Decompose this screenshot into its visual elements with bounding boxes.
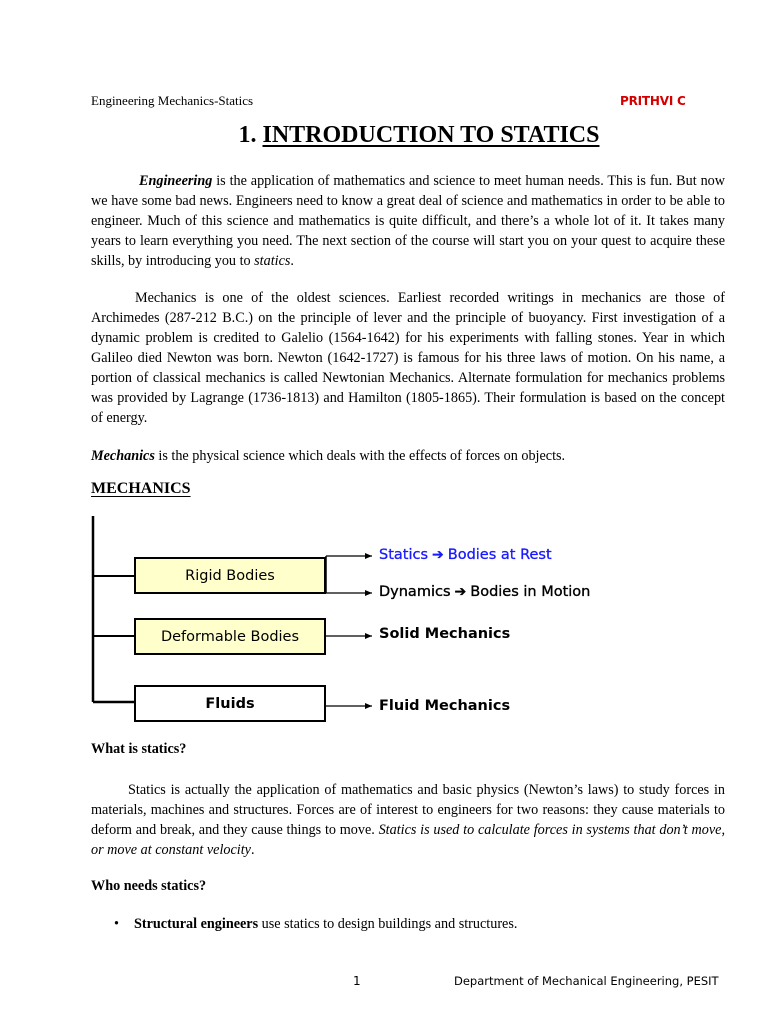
- fluid-mechanics-label: Fluid Mechanics: [379, 698, 511, 714]
- bullet-item: [114, 916, 517, 933]
- deformable-bodies-box: Deformable Bodies: [134, 618, 326, 655]
- bodies-rest-text: Bodies at Rest: [447, 547, 552, 563]
- history-paragraph: Mechanics is one of the oldest sciences. Earliest recorded writings in mechanics are those of Archimedes (287-212 B.C.) on the principle of lever and the principle of buoyancy. First investigation of a dynamic problem is credited to Galelio (1564-1642) for his experiments with falling stones. Year in which Galileo died Newton was born. Newton (1642-1727) is famous for his three laws of motion. On his name, a portion of classical mechanics is called Newtonian Mechanics. Alternate formulation for mechanics problems was provided by Lagrange (1736-1813) and Hamilton (1805-1865). Their formulation is based on the concept of energy.: [91, 290, 725, 426]
- bullet-icon: •: [114, 916, 119, 932]
- statics-label: [379, 547, 552, 563]
- who-needs-statics-heading: Who needs statics?: [91, 878, 207, 894]
- definition-paragraph: [91, 446, 725, 466]
- mechanics-heading: MECHANICS: [91, 480, 191, 497]
- what-is-statics-end: .: [250, 842, 255, 858]
- intro-end: .: [290, 253, 294, 269]
- intro-tail: statics: [254, 253, 291, 269]
- rigid-bodies-box: Rigid Bodies: [134, 557, 326, 594]
- header-author: PRITHVI C: [620, 94, 686, 108]
- what-is-statics-paragraph: [91, 780, 725, 860]
- page-title: [0, 122, 768, 149]
- arrow-right-icon: ➔: [454, 584, 467, 600]
- solid-mechanics-label: Solid Mechanics: [379, 626, 511, 642]
- definition-body: is the physical science which deals with the effects of forces on objects.: [154, 448, 566, 464]
- footer-department: Department of Mechanical Engineering, PESIT: [454, 974, 719, 988]
- definition-lead: Mechanics: [91, 448, 155, 464]
- intro-lead: Engineering: [139, 173, 213, 189]
- dynamics-text: Dynamics: [379, 584, 451, 600]
- statics-text: Statics: [379, 547, 429, 563]
- what-is-statics-body: Statics is actually the application of mathematics and basic physics (Newton’s laws) to study forces in materials, machines and structures. Forces are of interest to engineers for two reasons: they cause materials to deform and break, and they cause things to move.: [91, 782, 725, 838]
- intro-body: is the application of mathematics and science to meet human needs. This is fun. But now we have some bad news. Engineers need to know a great deal of science and mathematics in order to be able to engineer. Much of this science and mathematics is quite difficult, and there’s a whole lot of it. It takes many years to learn everything you need. The next section of the course will start you on your quest to acquire these skills, by introducing you to: [91, 173, 725, 269]
- what-is-statics-italic: Statics is used to calculate forces in systems that don’t move, or move at constant velocity: [91, 822, 725, 858]
- intro-paragraph: [91, 171, 725, 271]
- title-number: 1.: [238, 122, 257, 148]
- title-text: INTRODUCTION TO STATICS: [262, 122, 600, 148]
- bullet-lead: Structural engineers: [134, 916, 259, 932]
- dynamics-label: [379, 584, 590, 600]
- header-course-title: Engineering Mechanics-Statics: [91, 93, 254, 108]
- page-number: 1: [353, 974, 361, 988]
- fluids-box: Fluids: [134, 685, 326, 722]
- arrow-right-icon: ➔: [432, 547, 444, 563]
- bullet-body: use statics to design buildings and structures.: [258, 916, 518, 932]
- bodies-motion-text: Bodies in Motion: [470, 584, 591, 600]
- what-is-statics-heading: What is statics?: [91, 741, 187, 757]
